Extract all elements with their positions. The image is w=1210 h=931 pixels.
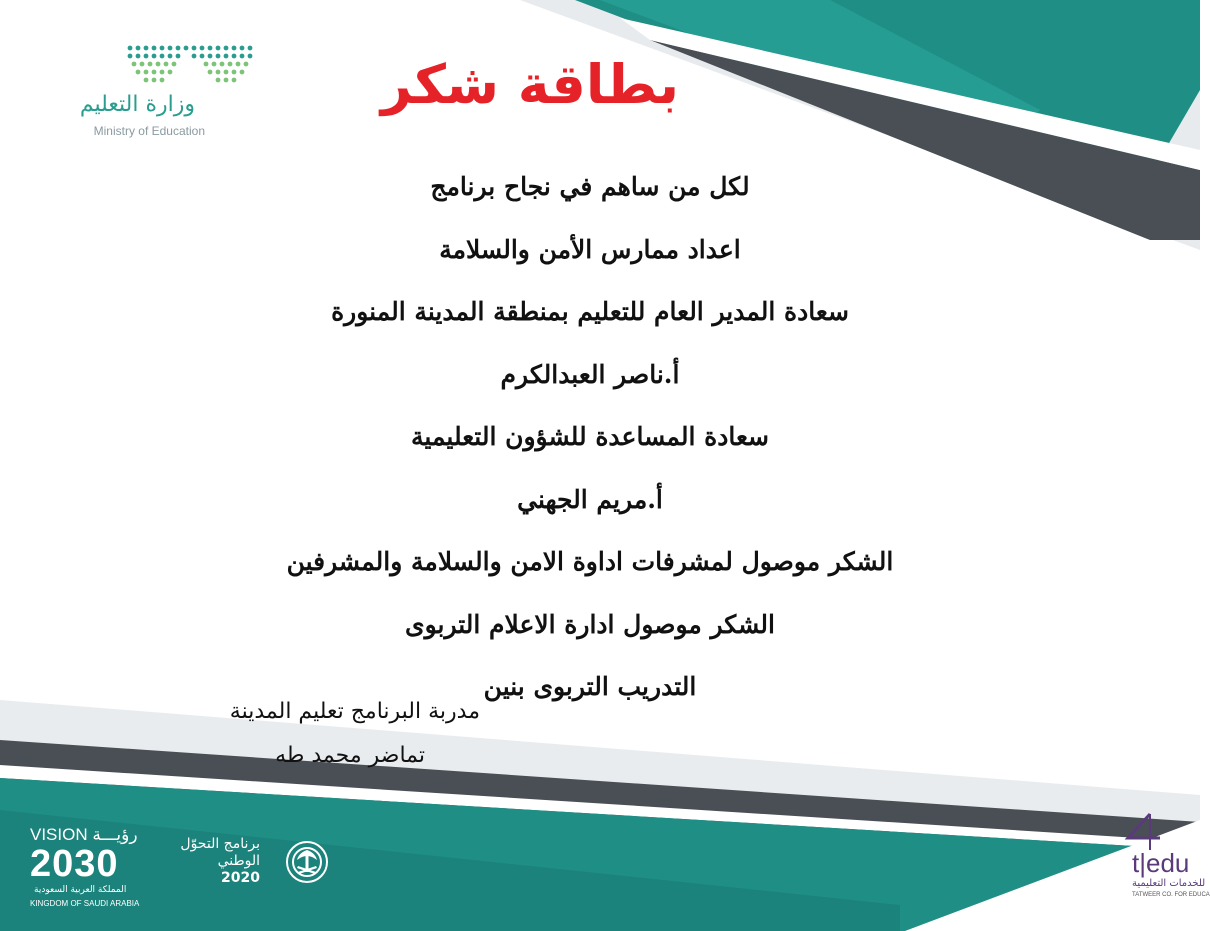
moe-dots-icon bbox=[125, 40, 255, 85]
thanks-body bbox=[240, 156, 940, 719]
body-line: أ.مريم الجهني bbox=[517, 484, 663, 514]
ministry-of-education-logo bbox=[55, 40, 265, 150]
ntp-arabic: برنامج التحوّل الوطني bbox=[180, 836, 260, 869]
national-transformation-logo bbox=[165, 832, 345, 902]
body-line: الشكر موصول لمشرفات اداوة الامن والسلامة والمشرفين bbox=[286, 547, 894, 576]
body-line: لكل من ساهم في نجاح برنامج bbox=[430, 172, 750, 201]
signature-name: تماضر محمد طه bbox=[275, 743, 425, 768]
vision-label: VISION رؤيـــة bbox=[30, 825, 138, 844]
body-line: أ.ناصر العبدالكرم bbox=[500, 359, 680, 389]
tatweer-arabic: للخدمات التعليمية bbox=[1132, 878, 1206, 889]
body-line: اعداد ممارس الأمن والسلامة bbox=[439, 234, 741, 264]
tatweer-logo bbox=[1112, 812, 1210, 902]
tatweer-mark-icon bbox=[1120, 812, 1170, 852]
card-title: بطاقة شكر bbox=[380, 53, 680, 116]
tatweer-wordmark: t|edu bbox=[1132, 848, 1190, 878]
vision-year: 2030 bbox=[30, 843, 119, 885]
signature-role: مدربة البرنامج تعليم المدينة bbox=[229, 699, 480, 724]
vision-english-kingdom: KINGDOM OF SAUDI ARABIA bbox=[30, 899, 140, 908]
palm-emblem-icon bbox=[283, 838, 331, 886]
vision-2030-logo bbox=[30, 825, 160, 915]
body-line: التدريب التربوى بنين bbox=[483, 672, 697, 701]
ntp-year: 2020 bbox=[221, 870, 260, 886]
moe-arabic-name: وزارة التعليم bbox=[79, 92, 195, 117]
tatweer-english: TATWEER CO. FOR EDUCA bbox=[1132, 892, 1210, 898]
ntp-text-block bbox=[165, 836, 260, 887]
body-line: الشكر موصول ادارة الاعلام التربوى bbox=[405, 609, 775, 639]
moe-english-name: Ministry of Education bbox=[93, 124, 205, 138]
signature-block bbox=[150, 690, 480, 778]
body-line: سعادة المدير العام للتعليم بمنطقة المدينة المنورة bbox=[331, 297, 849, 326]
body-line: سعادة المساعدة للشؤون التعليمية bbox=[411, 422, 769, 451]
vision-arabic-kingdom: المملكة العربية السعودية bbox=[34, 885, 127, 895]
